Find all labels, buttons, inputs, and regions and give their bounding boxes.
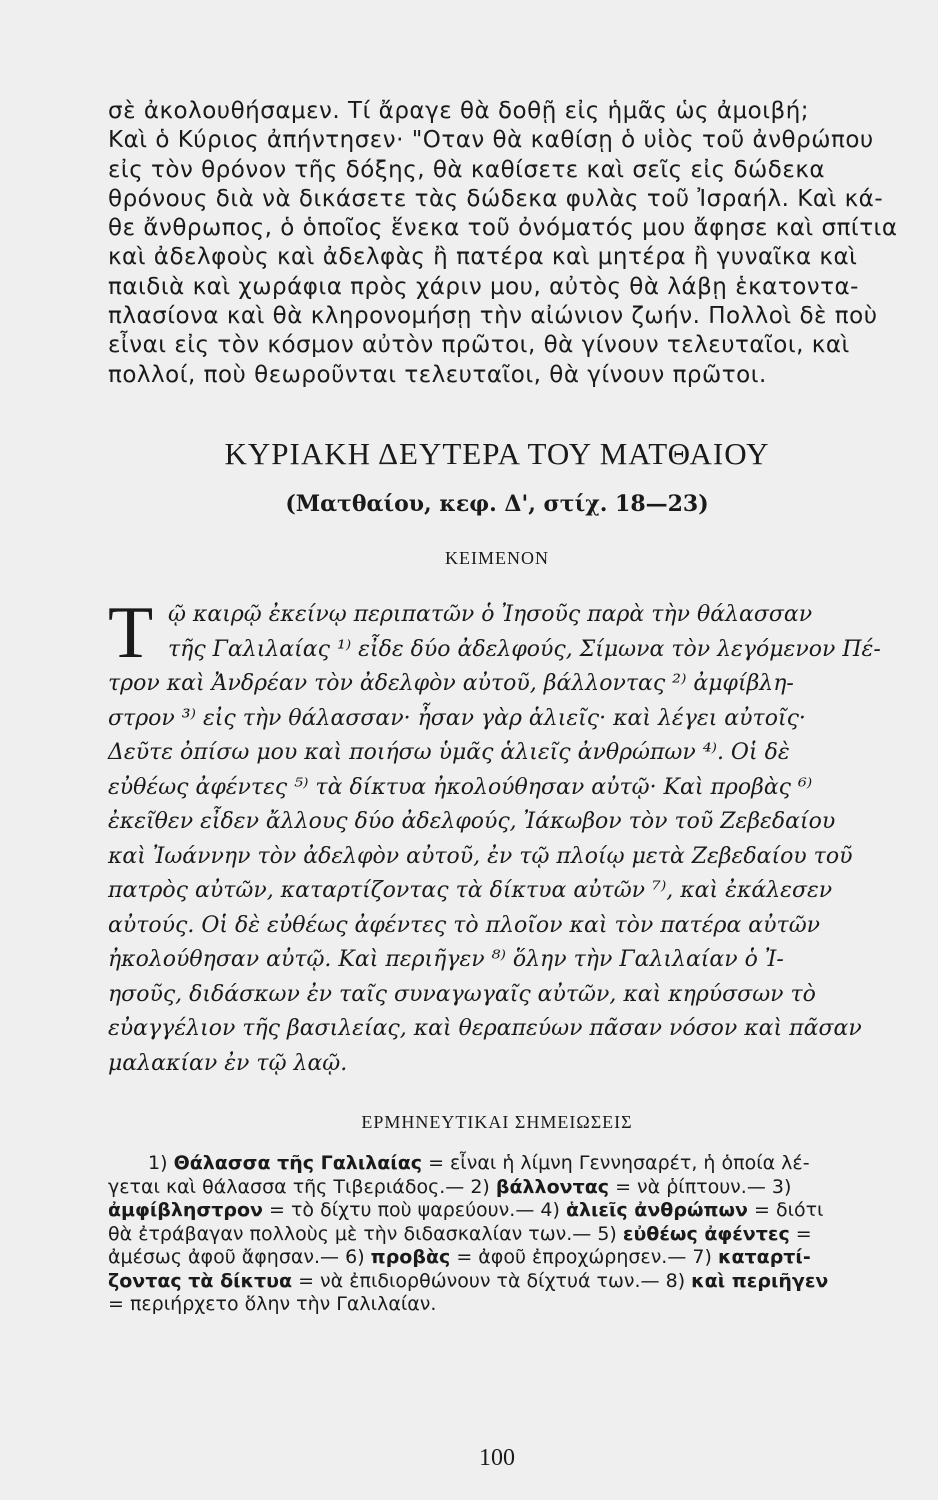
note-term: εὐθέως ἀφέντες [622, 1222, 790, 1245]
note-term: καταρτί- [717, 1246, 811, 1268]
text-line: παιδιὰ καὶ χωράφια πρὸς χάριν μου, αὐτὸς θὰ λάβῃ ἑκατοντα- [108, 273, 859, 300]
text-section-title: ΚΕΙΜΕΝΟΝ [445, 548, 549, 568]
note-line [108, 1199, 886, 1223]
note-number: 1) [148, 1152, 168, 1174]
text-line: πατρὸς αὐτῶν, καταρτίζοντας τὰ δίκτυα αὐτῶν ⁷⁾, καὶ ἐκάλεσεν [108, 878, 833, 903]
note-term: Θάλασσα τῆς Γαλιλαίας [173, 1152, 423, 1174]
note-definition: = περιήρχετο ὅλην τὴν Γαλιλαίαν. [108, 1293, 437, 1315]
note-definition: θὰ ἐτράβαγαν πολλοὺς μὲ τὴν διδασκαλίαν των.— [108, 1222, 592, 1245]
note-definition: ἀμέσως ἀφοῦ ἄφησαν.— [108, 1246, 340, 1268]
text-line: Δεῦτε ὀπίσω μου καὶ ποιήσω ὑμᾶς ἁλιεῖς ἀνθρώπων ⁴⁾. Οἱ δὲ [108, 740, 790, 765]
text-line: στρον ³⁾ εἰς τὴν θάλασσαν· ἦσαν γὰρ ἁλιεῖς· καὶ λέγει αὐτοῖς· [108, 705, 806, 731]
note-line [108, 1246, 886, 1270]
text-line: ἠκολούθησαν αὐτῷ. Καὶ περιῆγεν ⁸⁾ ὅλην τὴν Γαλιλαίαν ὁ Ἰ- [108, 947, 784, 972]
note-number: 2) [470, 1175, 490, 1198]
notes-title: ΕΡΜΗΝΕΥΤΙΚΑΙ ΣΗΜΕΙΩΣΕΙΣ [361, 1112, 633, 1132]
note-term: προβὰς [370, 1246, 451, 1268]
note-line [108, 1270, 886, 1294]
note-line [108, 1176, 886, 1200]
note-number: 7) [692, 1246, 712, 1268]
note-definition: = εἶναι ἡ λίμνη Γεννησαρέτ, ἡ ὁποία λέ- [428, 1152, 810, 1174]
section-heading: ΚΥΡΙΑΚΗ ΔΕΥΤΕΡΑ ΤΟΥ ΜΑΤΘΑΙΟΥ [224, 436, 770, 471]
text-line: μαλακίαν ἐν τῷ λαῷ. [108, 1050, 348, 1076]
note-definition: = νὰ ῥίπτουν.— [615, 1175, 766, 1198]
text-line: εἶναι εἰς τὸν κόσμον αὐτὸν πρῶτοι, θὰ γίνουν τελευταῖοι, καὶ [108, 332, 850, 359]
text-line: ῷ καιρῷ ἐκείνῳ περιπατῶν ὁ Ἰησοῦς παρὰ τὴν θάλασσαν [168, 602, 813, 627]
note-term: ἁλιεῖς ἀνθρώπων [565, 1199, 748, 1221]
text-line: θρόνους διὰ νὰ δικάσετε τὰς δώδεκα φυλὰς τοῦ Ἰσραήλ. Καὶ κά- [108, 185, 884, 212]
note-number: 8) [665, 1269, 686, 1292]
text-line: καὶ Ἰωάννην τὸν ἀδελφὸν αὐτοῦ, ἐν τῷ πλοίῳ μετὰ Ζεβεδαίου τοῦ [108, 843, 853, 869]
note-line [108, 1293, 886, 1317]
text-line: εὐαγγέλιον τῆς βασιλείας, καὶ θεραπεύων πᾶσαν νόσον καὶ πᾶσαν [108, 1016, 862, 1041]
note-term: ζοντας τὰ δίκτυα [108, 1269, 293, 1292]
text-line: εἰς τὸν θρόνον τῆς δόξης, θὰ καθίσετε καὶ σεῖς εἰς δώδεκα [108, 156, 826, 183]
note-definition: = ἀφοῦ ἐπροχώρησεν.— [456, 1246, 687, 1268]
text-line: ησοῦς, διδάσκων ἐν ταῖς συναγωγαῖς αὐτῶν, καὶ κηρύσσων τὸ [108, 981, 816, 1007]
note-definition: = [795, 1222, 812, 1245]
page-number: 100 [479, 1445, 515, 1471]
text-line: πλασίονα καὶ θὰ κληρονομήσῃ τὴν αἰώνιον ζωήν. Πολλοὶ δὲ ποὺ [108, 303, 878, 330]
note-number: 5) [597, 1222, 617, 1245]
note-definition: = διότι [753, 1199, 824, 1221]
note-number: 3) [771, 1175, 792, 1198]
note-number: 4) [540, 1199, 560, 1221]
note-line [108, 1223, 886, 1247]
note-definition: γεται καὶ θάλασσα τῆς Τιβεριάδος.— [108, 1175, 465, 1198]
text-line: τρον καὶ Ἀνδρέαν τὸν ἀδελφὸν αὐτοῦ, βάλλοντας ²⁾ ἀμφίβλη- [108, 671, 794, 696]
text-line: σὲ ἀκολουθήσαμεν. Τί ἄραγε θὰ δοθῇ εἰς ἡμᾶς ὡς ἀμοιβή; [108, 98, 810, 124]
text-line: καὶ ἀδελφοὺς καὶ ἀδελφὰς ἢ πατέρα καὶ μητέρα ἢ γυναῖκα καὶ [108, 244, 858, 271]
drop-cap: Τ [108, 592, 154, 674]
text-line: πολλοί, ποὺ θεωροῦνται τελευταῖοι, θὰ γίνουν πρῶτοι. [108, 361, 767, 388]
note-line [108, 1152, 886, 1176]
text-line: εὐθέως ἀφέντες ⁵⁾ τὰ δίκτυα ἠκολούθησαν αὐτῷ· Καὶ προβὰς ⁶⁾ [108, 774, 813, 800]
note-definition: = νὰ ἐπιδιορθώνουν τὰ δίχτυά των.— [298, 1269, 660, 1292]
scripture-reference: (Ματθαίου, κεφ. Δ', στίχ. 18—23) [285, 491, 709, 517]
note-number: 6) [345, 1246, 365, 1268]
note-term: καὶ περιῆγεν [691, 1269, 829, 1292]
note-definition: = τὸ δίχτυ ποὺ ψαρεύουν.— [269, 1199, 535, 1221]
scripture-passage [108, 592, 886, 1081]
text-line: Καὶ ὁ Κύριος ἀπήντησεν· "Οταν θὰ καθίσῃ ὁ υἱὸς τοῦ ἀνθρώπου [108, 127, 874, 154]
note-term: ἀμφίβληστρον [108, 1199, 263, 1221]
note-term: βάλλοντας [495, 1175, 610, 1198]
text-line: αὐτούς. Οἱ δὲ εὐθέως ἀφέντες τὸ πλοῖον καὶ τὸν πατέρα αὐτῶν [108, 912, 821, 938]
text-line: τῆς Γαλιλαίας ¹⁾ εἶδε δύο ἀδελφούς, Σίμωνα τὸν λεγόμενον Πέ- [168, 636, 881, 662]
explanatory-notes [108, 1152, 886, 1317]
text-line: θε ἄνθρωπος, ὁ ὁποῖος ἕνεκα τοῦ ὀνόματός μου ἄφησε καὶ σπίτια [108, 215, 898, 242]
continuation-paragraph [108, 97, 898, 390]
text-line: ἐκεῖθεν εἶδεν ἄλλους δύο ἀδελφούς, Ἰάκωβον τὸν τοῦ Ζεβεδαίου [108, 809, 836, 834]
